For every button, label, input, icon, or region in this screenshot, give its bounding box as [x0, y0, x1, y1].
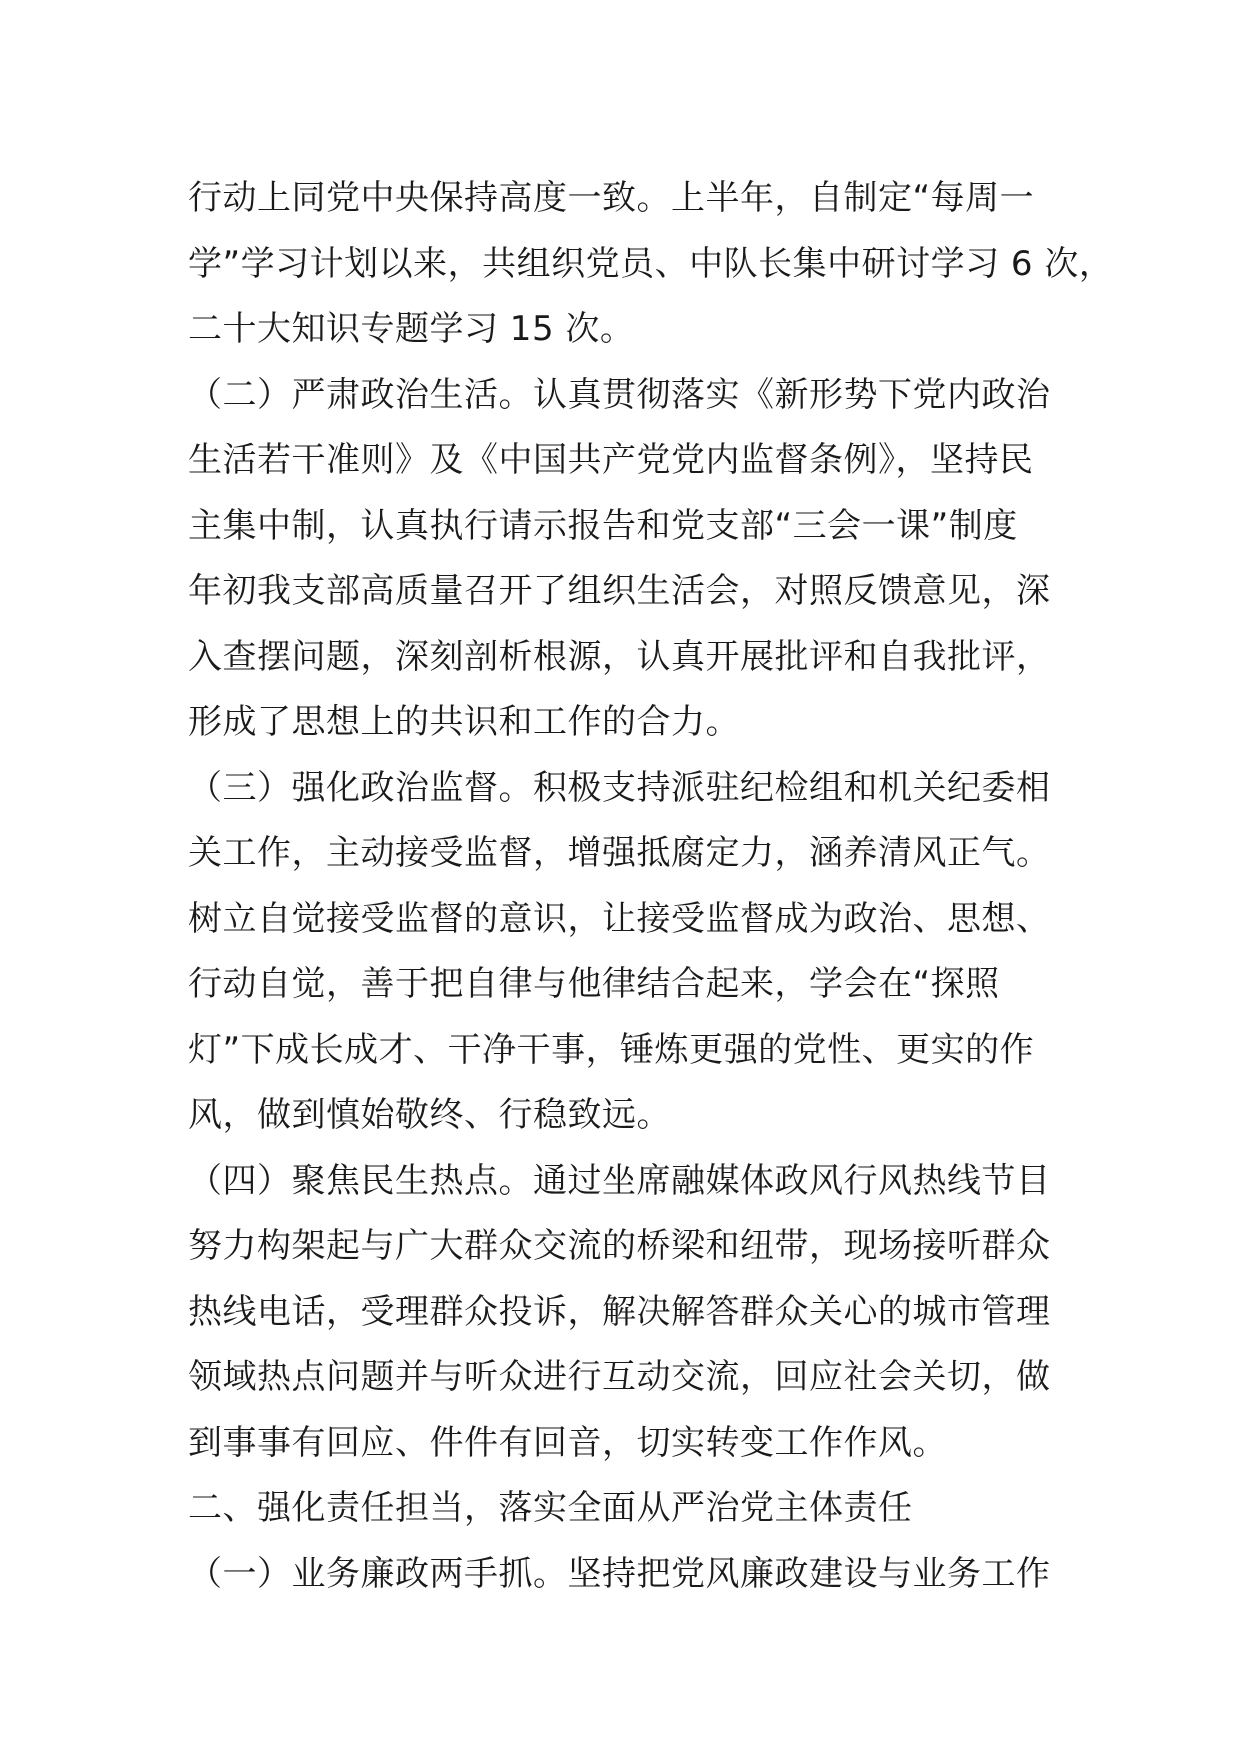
text-line: 行动自觉，善于把自律与他律结合起来，学会在“探照	[188, 964, 1000, 1004]
text-line: 形成了思想上的共识和工作的合力。	[188, 702, 740, 742]
chapter-heading-line: 二、强化责任担当，落实全面从严治党主体责任	[188, 1488, 913, 1528]
text-line: 热线电话，受理群众投诉，解决解答群众关心的城市管理	[188, 1291, 1051, 1332]
text-line: 生活若干准则》及《中国共产党党内监督条例》，坚持民	[188, 440, 1034, 480]
text-line: 努力构架起与广大群众交流的桥梁和纽带，现场接听群众	[188, 1226, 1051, 1266]
text-line: 学”学习计划以来，共组织党员、中队长集中研讨学习 6 次，	[188, 243, 1114, 284]
section-heading-line: （三）强化政治监督。积极支持派驻纪检组和机关纪委相	[188, 767, 1051, 808]
text-line: 树立自觉接受监督的意识，让接受监督成为政治、思想、	[188, 898, 1051, 939]
text-line: 到事事有回应、件件有回音，切实转变工作作风。	[188, 1422, 947, 1463]
section-heading-line: （一）业务廉政两手抓。坚持把党风廉政建设与业务工作	[188, 1553, 1051, 1594]
document-body	[188, 166, 1114, 1607]
text-line: 关工作，主动接受监督，增强抵腐定力，涵养清风正气。	[188, 833, 1051, 873]
section-heading-line: （二）严肃政治生活。认真贯彻落实《新形势下党内政治	[188, 374, 1051, 415]
section-heading-line: （四）聚焦民生热点。通过坐席融媒体政风行风热线节目	[188, 1160, 1051, 1201]
text-line: 主集中制，认真执行请示报告和党支部“三会一课”制度	[188, 505, 1018, 546]
text-line: 灯”下成长成才、干净干事，锤炼更强的党性、更实的作	[188, 1029, 1035, 1070]
text-line: 行动上同党中央保持高度一致。上半年，自制定“每周一	[188, 178, 1035, 218]
text-line: 领域热点问题并与听众进行互动交流，回应社会关切，做	[188, 1357, 1051, 1397]
text-line: 年初我支部高质量召开了组织生活会，对照反馈意见，深	[188, 571, 1051, 611]
text-line: 入查摆问题，深刻剖析根源，认真开展批评和自我批评，	[188, 636, 1051, 677]
text-line: 风，做到慎始敬终、行稳致远。	[188, 1095, 671, 1135]
text-line: 二十大知识专题学习 15 次。	[188, 309, 635, 349]
